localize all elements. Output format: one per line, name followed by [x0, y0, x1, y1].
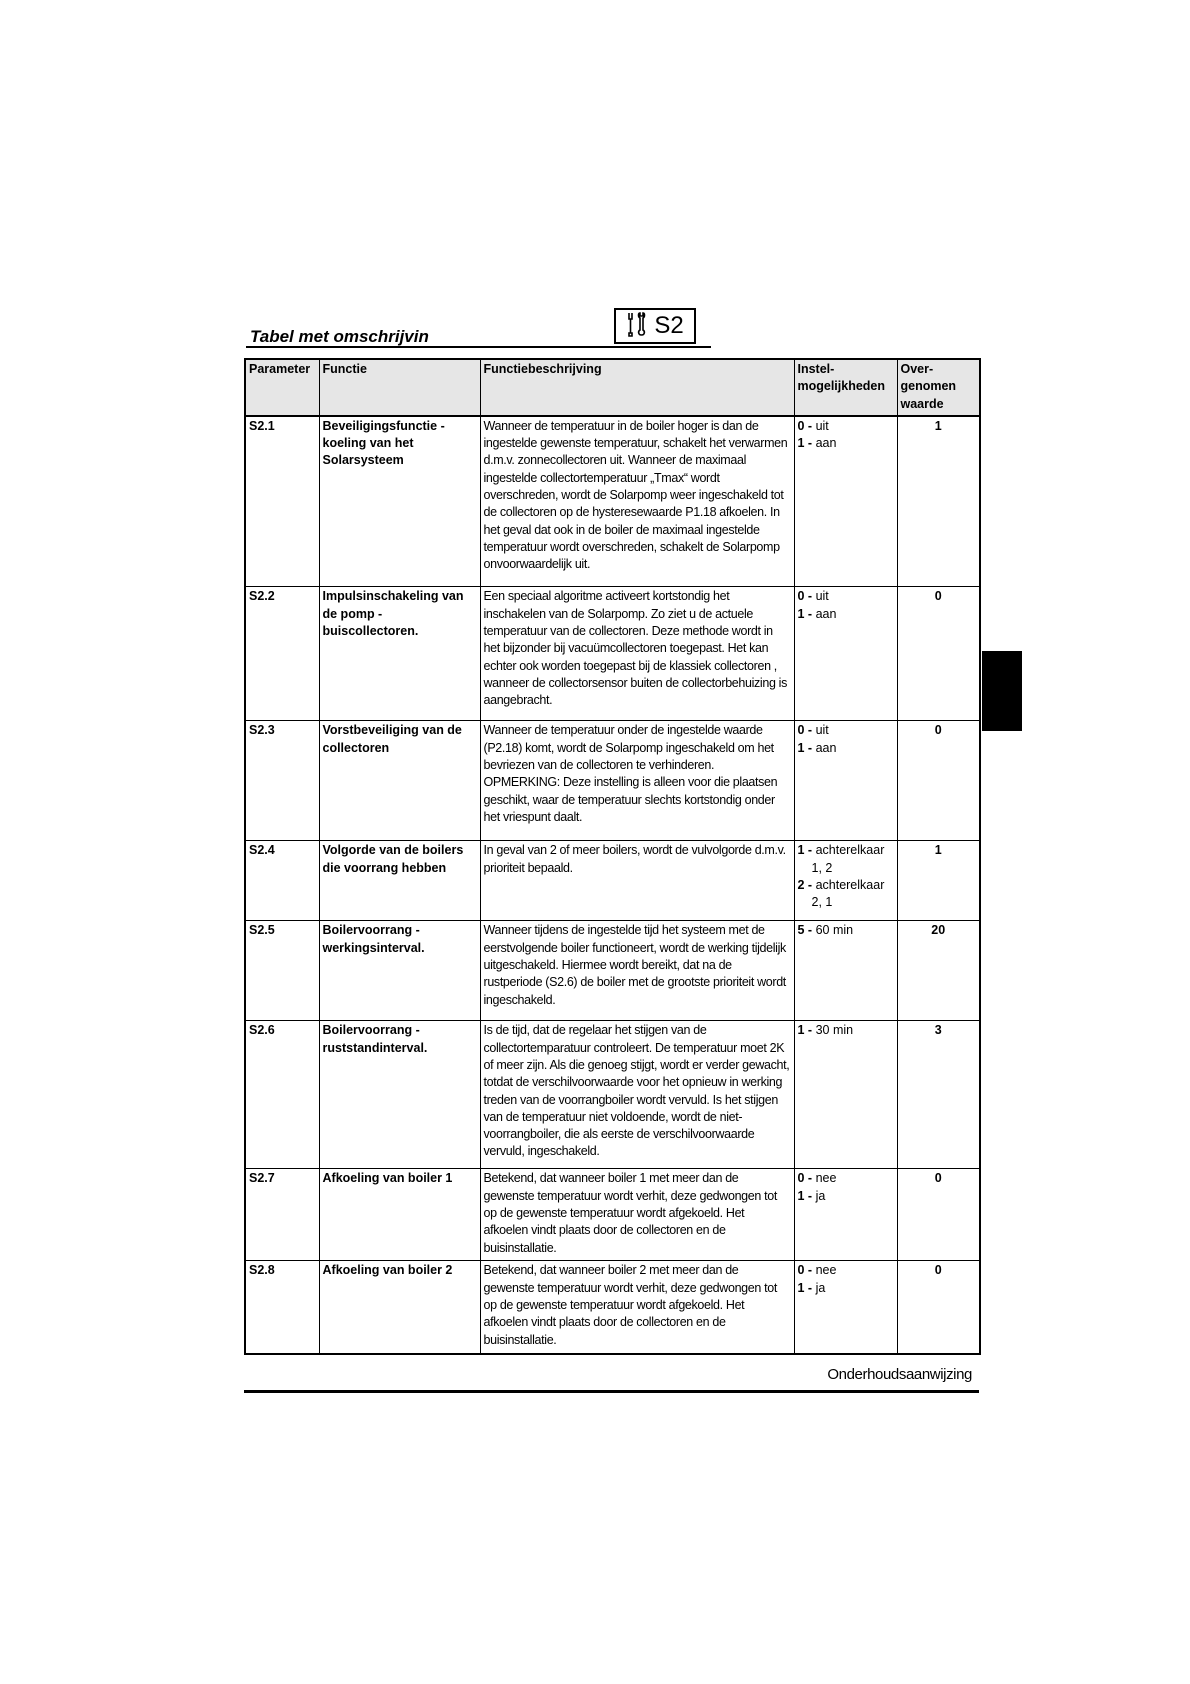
option-line: [798, 435, 894, 452]
option-line: [798, 588, 894, 605]
option-line: [798, 740, 894, 757]
option-line: [798, 922, 894, 939]
s2-badge: [614, 308, 696, 344]
option-value: achterelkaar: [812, 877, 885, 892]
row-waarde: 0: [897, 1169, 980, 1261]
row-instel: [794, 416, 897, 587]
row-parameter: S2.8: [245, 1261, 319, 1354]
option-key: 1 -: [797, 606, 813, 621]
option-key: 2 -: [797, 877, 813, 892]
header-instel: Instel-mogelijkheden: [794, 359, 897, 416]
row-functie: Afkoeling van boiler 1: [319, 1169, 480, 1261]
row-instel: [794, 921, 897, 1021]
option-value: 60 min: [812, 923, 854, 938]
row-functie: Vorstbeveiliging van de collectoren: [319, 721, 480, 841]
row-waarde: 3: [897, 1021, 980, 1169]
row-functie: Beveiligingsfunctie - koeling van het Solarsysteem: [319, 416, 480, 587]
option-line: [798, 860, 894, 877]
row-parameter: S2.6: [245, 1021, 319, 1169]
option-line: [798, 606, 894, 623]
option-line: [798, 722, 894, 739]
option-key: 0 -: [797, 418, 813, 433]
option-key: 1 -: [797, 1280, 813, 1295]
option-value: nee: [812, 1171, 837, 1186]
row-waarde: 0: [897, 587, 980, 721]
option-value: uit: [812, 589, 829, 604]
badge-label: S2: [654, 312, 684, 339]
row-beschrijving: Wanneer de temperatuur in de boiler hoger is dan de ingestelde gewenste temperatuur, schakelt het verwarmen d.m.v. zonnecollectoren uit. Wanneer de maximaal ingestelde collectortemperatuur „Tmax“ wordt overschreden, wordt de Solarpomp weer ingeschakeld tot de collectoren op de hysteresewaarde P1.18 afkoelen. In het geval dat ook in de boiler de maximaal ingestelde temperatuur wordt overschreden, schakelt de Solarpomp onvoorwaardelijk uit.: [480, 416, 794, 587]
row-instel: [794, 841, 897, 921]
option-line: [798, 1022, 894, 1039]
row-beschrijving: Betekend, dat wanneer boiler 1 met meer dan de gewenste temperatuur wordt verhit, deze gedwongen tot op de gewenste temperatuur wordt afgekoeld. Het afkoelen vindt plaats door de collectoren en de buisinstallatie.: [480, 1169, 794, 1261]
option-key: 5 -: [797, 923, 813, 938]
option-key: 0 -: [797, 1263, 813, 1278]
option-value: aan: [812, 740, 837, 755]
tools-icon: [626, 311, 648, 342]
footer-label: Onderhoudsaanwijzing: [827, 1366, 972, 1383]
title-underline: [246, 346, 711, 348]
table-row: [245, 721, 980, 841]
header-functie: Functie: [319, 359, 480, 416]
table-row: [245, 416, 980, 587]
row-waarde: 0: [897, 1261, 980, 1354]
option-value: nee: [812, 1263, 837, 1278]
option-value: ja: [812, 1188, 826, 1203]
option-line: [798, 877, 894, 894]
header-over: Over-genomen waarde: [897, 359, 980, 416]
table-row: [245, 841, 980, 921]
option-value: ja: [812, 1280, 826, 1295]
option-value: 30 min: [812, 1023, 854, 1038]
option-key: 1 -: [797, 843, 813, 858]
row-beschrijving: Wanneer tijdens de ingestelde tijd het systeem met de eerstvolgende boiler functioneert, wordt de werking tijdelijk uitgeschakeld. Hiermee wordt bereikt, dat na de rustperiode (S2.6) de boiler met de grootste prioriteit wordt ingeschakeld.: [480, 921, 794, 1021]
option-value: 1, 2: [811, 860, 833, 875]
row-instel: [794, 1261, 897, 1354]
page-title: Tabel met omschrijvin: [250, 327, 429, 346]
row-parameter: S2.2: [245, 587, 319, 721]
row-beschrijving: Wanneer de temperatuur onder de ingestelde waarde (P2.18) komt, wordt de Solarpomp ingeschakeld om het bevriezen van de collectoren te verhinderen. OPMERKING: Deze instelling is alleen voor die plaatsen geschikt, waar de temperatuur slechts kortstondig onder het vriespunt daalt.: [480, 721, 794, 841]
row-functie: Volgorde van de boilers die voorrang hebben: [319, 841, 480, 921]
option-key: 1 -: [797, 436, 813, 451]
option-line: [798, 1280, 894, 1297]
row-beschrijving: Betekend, dat wanneer boiler 2 met meer dan de gewenste temperatuur wordt verhit, deze gedwongen tot op de gewenste temperatuur wordt afgekoeld. Het afkoelen vindt plaats door de collectoren en de buisinstallatie.: [480, 1261, 794, 1354]
row-parameter: S2.1: [245, 416, 319, 587]
row-parameter: S2.4: [245, 841, 319, 921]
row-instel: [794, 1021, 897, 1169]
row-parameter: S2.5: [245, 921, 319, 1021]
row-parameter: S2.3: [245, 721, 319, 841]
option-key: 0 -: [797, 589, 813, 604]
option-value: uit: [812, 418, 829, 433]
table-row: [245, 587, 980, 721]
table-row: [245, 1021, 980, 1169]
table-row: [245, 1261, 980, 1354]
row-waarde: 1: [897, 416, 980, 587]
row-waarde: 0: [897, 721, 980, 841]
option-key: 0 -: [797, 1171, 813, 1186]
footer-rule: [244, 1390, 979, 1393]
row-functie: Impulsinschakeling van de pomp - buiscollectoren.: [319, 587, 480, 721]
row-instel: [794, 721, 897, 841]
table-row: [245, 1169, 980, 1261]
option-value: aan: [812, 606, 837, 621]
row-functie: Boilervoorrang - werkingsinterval.: [319, 921, 480, 1021]
row-functie: Boilervoorrang - ruststandinterval.: [319, 1021, 480, 1169]
option-key: 1 -: [797, 1023, 813, 1038]
header-beschrijving: Functiebeschrijving: [480, 359, 794, 416]
option-line: [798, 1188, 894, 1205]
option-line: [798, 894, 894, 911]
chapter-tab-marker: [982, 651, 1022, 731]
header-parameter: Parameter: [245, 359, 319, 416]
option-value: uit: [812, 723, 829, 738]
option-key: 1 -: [797, 740, 813, 755]
table-header-row: [245, 359, 980, 416]
row-instel: [794, 1169, 897, 1261]
option-line: [798, 418, 894, 435]
parameter-table: [244, 358, 981, 1355]
row-beschrijving: In geval van 2 of meer boilers, wordt de vulvolgorde d.m.v. prioriteit bepaald.: [480, 841, 794, 921]
option-value: aan: [812, 436, 837, 451]
row-beschrijving: Een speciaal algoritme activeert kortstondig het inschakelen van de Solarpomp. Zo ziet u de actuele temperatuur van de collectoren. Deze methode wordt in het bijzonder bij vacuümcollectoren toegepast. Het kan echter ook worden toegepast bij de klassiek collectoren , wanneer de collectorsensor buiten de collectorbehuizing is aangebracht.: [480, 587, 794, 721]
option-line: [798, 1262, 894, 1279]
row-functie: Afkoeling van boiler 2: [319, 1261, 480, 1354]
row-instel: [794, 587, 897, 721]
option-line: [798, 842, 894, 859]
row-waarde: 20: [897, 921, 980, 1021]
row-parameter: S2.7: [245, 1169, 319, 1261]
option-key: 1 -: [797, 1188, 813, 1203]
option-value: 2, 1: [811, 895, 833, 910]
option-line: [798, 1170, 894, 1187]
table-row: [245, 921, 980, 1021]
option-value: achterelkaar: [812, 843, 885, 858]
row-beschrijving: Is de tijd, dat de regelaar het stijgen van de collectortemparatuur controleert. De temperatuur moet 2K of meer zijn. Als die genoeg stijgt, wordt er verder gewacht, totdat de verschilvoorwaarde voor het opnieuw in werking treden van de voorrangboiler wordt vervuld. Is het stijgen van de temperatuur niet voldoende, wordt de niet-voorrangboiler, die als eerste de verschilvoorwaarde vervuld, ingeschakeld.: [480, 1021, 794, 1169]
option-key: 0 -: [797, 723, 813, 738]
row-waarde: 1: [897, 841, 980, 921]
